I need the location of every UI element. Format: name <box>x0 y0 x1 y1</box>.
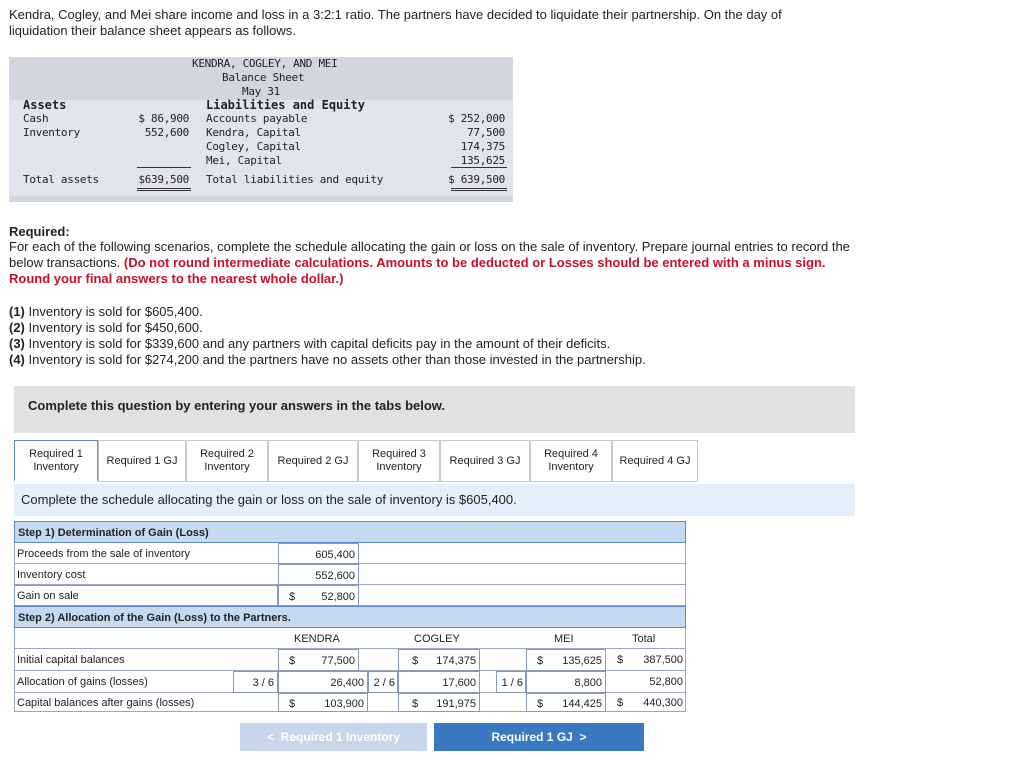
bs-date: May 31 <box>242 85 280 98</box>
col-mei: MEI <box>554 633 574 645</box>
prev-tab-button[interactable] <box>240 723 427 751</box>
proceeds-row: Proceeds from the sale of inventory <box>14 543 686 564</box>
next-tab-button[interactable] <box>434 723 644 751</box>
proceeds-input[interactable]: 605,400 <box>278 543 359 564</box>
table-row: Allocation of gains (losses) <box>14 671 686 693</box>
bs-company: KENDRA, COGLEY, AND MEI <box>192 57 338 70</box>
dollar-sign: $ <box>617 697 624 709</box>
chevron-right-icon: > <box>572 730 587 744</box>
dollar-sign: $ <box>617 654 624 666</box>
banner-text: Complete this question by entering your answers in the tabs below. <box>28 398 446 413</box>
bs-liab-value: 77,500 <box>467 126 505 139</box>
tab-required-3-gj[interactable]: Required 3 GJ <box>440 440 530 482</box>
bs-liab-label: Kendra, Capital <box>206 126 301 139</box>
required-text <box>9 239 859 287</box>
bs-title: Balance Sheet <box>222 71 305 84</box>
gain-input[interactable]: $ 52,800 <box>278 585 359 606</box>
allocation-schedule <box>14 521 686 712</box>
total-initial-value: 387,500 <box>643 654 683 666</box>
kendra-ratio-input[interactable]: 3 / 6 <box>233 671 278 693</box>
bs-total-assets-value: $639,500 <box>138 173 189 186</box>
tab-required-1-gj[interactable]: Required 1 GJ <box>98 440 186 482</box>
next-button-label: Required 1 GJ <box>491 730 573 744</box>
bs-total-assets-label: Total assets <box>23 173 99 186</box>
table-row: Capital balances after gains (losses) <box>14 693 686 712</box>
tab-instruction-text: Complete the schedule allocating the gain or loss on the sale of inventory is $605,400. <box>21 492 517 507</box>
cost-input[interactable]: 552,600 <box>278 564 359 585</box>
gain-row: Gain on sale <box>14 585 686 606</box>
tab-required-4-inventory[interactable]: Required 4 Inventory <box>530 440 612 482</box>
col-kendra: KENDRA <box>294 633 340 645</box>
step1-header: Step 1) Determination of Gain (Loss) <box>14 521 686 543</box>
bs-total-le-value: $ 639,500 <box>448 173 505 186</box>
bs-liab-value: 174,375 <box>460 140 505 153</box>
tab-required-2-gj[interactable]: Required 2 GJ <box>268 440 358 482</box>
bs-liab-label: Mei, Capital <box>206 154 282 167</box>
required-warning: (Do not round intermediate calculations. Amounts to be deducted or Losses should be entered with a minus sign. Round your final answers to the nearest whole dollar.) <box>9 255 826 286</box>
cogley-initial-input[interactable]: $ 174,375 <box>398 649 480 671</box>
tab-required-2-inventory[interactable]: Required 2 Inventory <box>186 440 268 482</box>
bs-assets-header: Assets <box>23 98 67 112</box>
mei-initial-input[interactable]: $ 135,625 <box>526 649 606 671</box>
prev-button-label: Required 1 Inventory <box>280 730 401 744</box>
bs-liab-label: Accounts payable <box>206 112 308 125</box>
mei-after-input[interactable]: $ 144,425 <box>526 693 606 712</box>
tab-required-3-inventory[interactable]: Required 3 Inventory <box>358 440 440 482</box>
tab-required-1-inventory[interactable]: Required 1 Inventory <box>14 440 98 482</box>
mei-ratio-input[interactable]: 1 / 6 <box>496 671 526 693</box>
bs-asset-label: Inventory <box>23 126 80 139</box>
balance-sheet <box>9 57 513 202</box>
scenario-item: (4) Inventory is sold for $274,200 and the partners have no assets other than those invested in the partnership. <box>9 352 646 367</box>
tab-instruction <box>14 484 855 516</box>
intro-line-2: liquidation their balance sheet appears as follows. <box>9 23 296 38</box>
bs-asset-value: $ 86,900 <box>138 112 189 125</box>
bs-liab-header: Liabilities and Equity <box>206 98 365 112</box>
bs-asset-label: Cash <box>23 112 49 125</box>
gain-label-field[interactable] <box>14 585 278 606</box>
required-title: Required: <box>9 224 70 239</box>
kendra-initial-input[interactable]: $ 77,500 <box>278 649 359 671</box>
tab-required-4-gj[interactable]: Required 4 GJ <box>612 440 698 482</box>
bs-liab-label: Cogley, Capital <box>206 140 301 153</box>
kendra-allocation-input[interactable]: 26,400 <box>278 671 368 693</box>
mei-allocation-input[interactable]: 8,800 <box>526 671 606 693</box>
total-allocation-value: 52,800 <box>649 676 683 688</box>
bs-total-le-label: Total liabilities and equity <box>206 173 384 186</box>
table-row: Initial capital balances <box>14 649 686 671</box>
bs-liab-value: 135,625 <box>460 154 505 167</box>
cogley-allocation-input[interactable]: 17,600 <box>398 671 480 693</box>
cogley-after-input[interactable]: $ 191,975 <box>398 693 480 712</box>
required-body: For each of the following scenarios, complete the schedule allocating the gain or loss on the sale of inventory. Prepare journal entries to record the below transactions. <box>9 239 850 270</box>
step2-header: Step 2) Allocation of the Gain (Loss) to the Partners. <box>14 606 686 628</box>
scenario-item: (2) Inventory is sold for $450,600. <box>9 320 203 335</box>
bs-asset-value: 552,600 <box>144 126 189 139</box>
problem-intro <box>9 7 782 39</box>
col-total: Total <box>632 633 656 645</box>
scenario-item: (3) Inventory is sold for $339,600 and any partners with capital deficits pay in the amount of their deficits. <box>9 336 611 351</box>
instruction-banner <box>14 386 855 433</box>
kendra-after-input[interactable]: $ 103,900 <box>278 693 368 712</box>
bs-liab-value: $ 252,000 <box>448 112 505 125</box>
cogley-ratio-input[interactable]: 2 / 6 <box>368 671 398 693</box>
intro-line-1: Kendra, Cogley, and Mei share income and loss in a 3:2:1 ratio. The partners have decided to liquidate their partnership. On the day of <box>9 7 782 22</box>
scenario-item: (1) Inventory is sold for $605,400. <box>9 304 203 319</box>
col-cogley: COGLEY <box>414 633 460 645</box>
total-after-value: 440,300 <box>643 697 683 709</box>
scenario-list <box>9 304 646 368</box>
column-header-row <box>14 628 686 649</box>
cost-row: Inventory cost <box>14 564 686 585</box>
chevron-left-icon: < <box>266 730 281 744</box>
